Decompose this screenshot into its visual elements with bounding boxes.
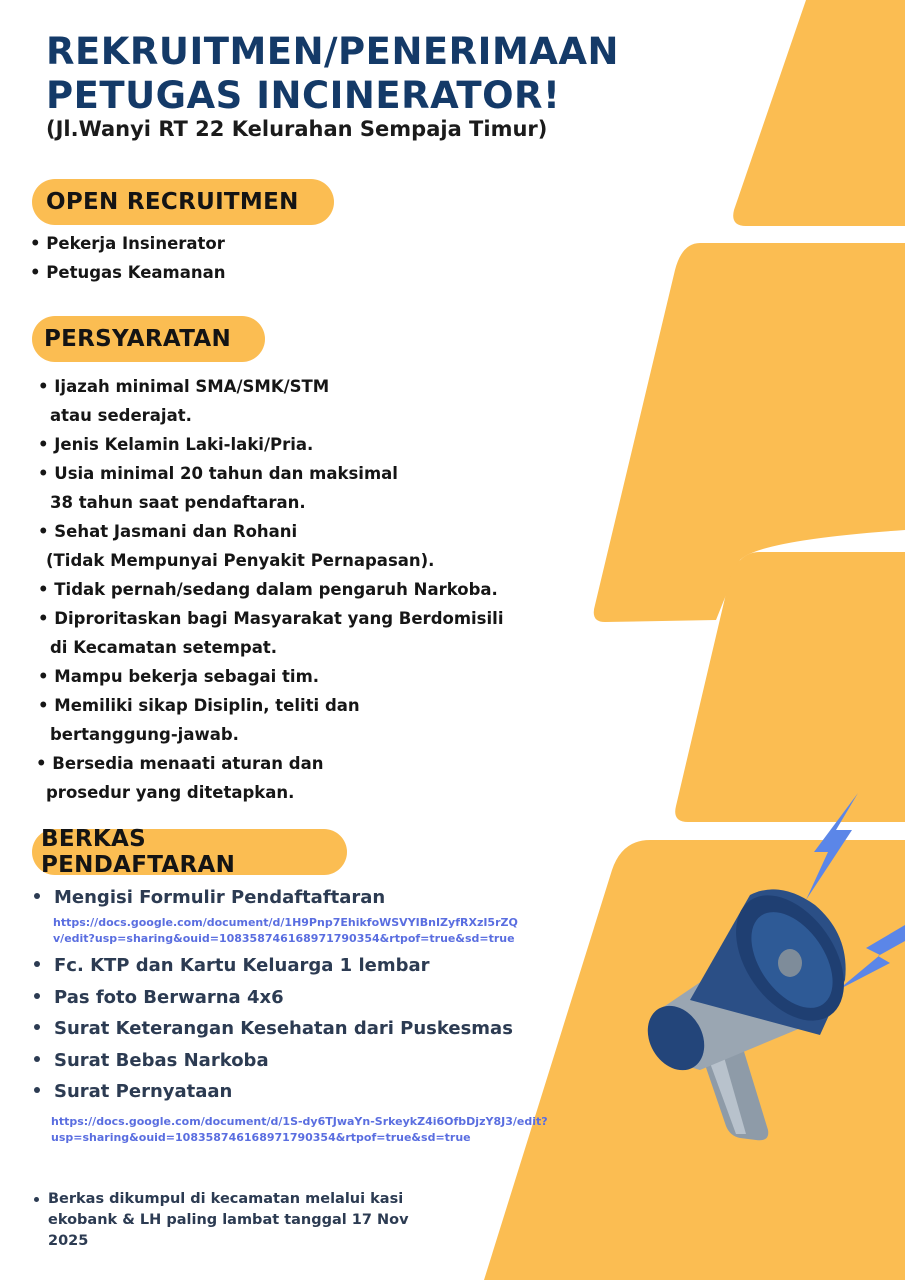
link-line[interactable]: v/edit?usp=sharing&ouid=108358746168971790354&rtpof=true&sd=true — [53, 932, 515, 945]
note-line: Berkas dikumpul di kecamatan melalui kasi — [48, 1191, 404, 1207]
list-item: • Pekerja Insinerator — [30, 234, 225, 253]
page-title — [46, 30, 619, 118]
document-item — [34, 1050, 269, 1071]
list-item: • Memiliki sikap Disiplin, teliti dan — [38, 696, 360, 715]
list-item: • Tidak pernah/sedang dalam pengaruh Narkoba. — [38, 580, 498, 599]
document-item — [34, 1018, 513, 1039]
bullet-icon — [34, 1024, 40, 1030]
document-item-label: Surat Keterangan Kesehatan dari Puskesmas — [54, 1018, 513, 1039]
statement-link[interactable] — [51, 1114, 548, 1146]
bullet-icon — [34, 993, 40, 999]
orange-band-1 — [733, 0, 905, 226]
note-line: ekobank & LH paling lambat tanggal 17 Nov — [48, 1212, 409, 1228]
link-line[interactable]: https://docs.google.com/document/d/1S-dy6TJwaYn-SrkeykZ4i6OfbDjzY8J3/edit? — [51, 1115, 548, 1128]
submission-note — [34, 1189, 434, 1252]
bullet-icon — [34, 1197, 39, 1202]
bullet-icon — [34, 1087, 40, 1093]
section-header-documents: BERKAS PENDAFTARAN — [32, 829, 347, 875]
list-item-continuation: (Tidak Mempunyai Penyakit Pernapasan). — [46, 551, 435, 570]
list-item: • Diproritaskan bagi Masyarakat yang Berdomisili — [38, 609, 504, 628]
bullet-icon — [34, 961, 40, 967]
document-item — [34, 987, 284, 1008]
document-item-label: Surat Bebas Narkoba — [54, 1050, 269, 1071]
document-item — [34, 955, 430, 976]
list-item-continuation: 38 tahun saat pendaftaran. — [50, 493, 306, 512]
form-link[interactable] — [53, 915, 518, 947]
list-item: • Jenis Kelamin Laki-laki/Pria. — [38, 435, 314, 454]
document-item — [34, 1081, 232, 1102]
bullet-icon — [34, 893, 40, 899]
section-header-requirements: PERSYARATAN — [32, 316, 265, 362]
list-item: • Petugas Keamanan — [30, 263, 226, 282]
list-item: • Mampu bekerja sebagai tim. — [38, 667, 320, 686]
list-item-continuation: di Kecamatan setempat. — [50, 638, 278, 657]
link-line[interactable]: https://docs.google.com/document/d/1H9Pnp7EhikfoWSVYIBnIZyfRXzI5rZQ — [53, 916, 518, 929]
list-item-continuation: atau sederajat. — [50, 406, 192, 425]
list-item: • Bersedia menaati aturan dan — [36, 754, 324, 773]
bullet-icon — [34, 1056, 40, 1062]
section-header-open-recruitment: OPEN RECRUITMEN — [32, 179, 334, 225]
list-item-continuation: bertanggung-jawab. — [50, 725, 239, 744]
address-subtitle: (Jl.Wanyi RT 22 Kelurahan Sempaja Timur) — [46, 117, 548, 141]
title-line: REKRUITMEN/PENERIMAAN — [46, 30, 619, 73]
link-line[interactable]: usp=sharing&ouid=108358746168971790354&rtpof=true&sd=true — [51, 1131, 471, 1144]
list-item: • Ijazah minimal SMA/SMK/STM — [38, 377, 330, 396]
list-item-continuation: prosedur yang ditetapkan. — [46, 783, 295, 802]
document-item-label: Mengisi Formulir Pendaftaftaran — [54, 887, 386, 908]
note-line: 2025 — [48, 1233, 89, 1249]
title-line: PETUGAS INCINERATOR! — [46, 74, 561, 117]
list-item: • Sehat Jasmani dan Rohani — [38, 522, 298, 541]
document-item — [34, 887, 385, 908]
document-item-label: Pas foto Berwarna 4x6 — [54, 987, 284, 1008]
list-item: • Usia minimal 20 tahun dan maksimal — [38, 464, 398, 483]
document-item-label: Fc. KTP dan Kartu Keluarga 1 lembar — [54, 955, 430, 976]
document-item-label: Surat Pernyataan — [54, 1081, 233, 1102]
